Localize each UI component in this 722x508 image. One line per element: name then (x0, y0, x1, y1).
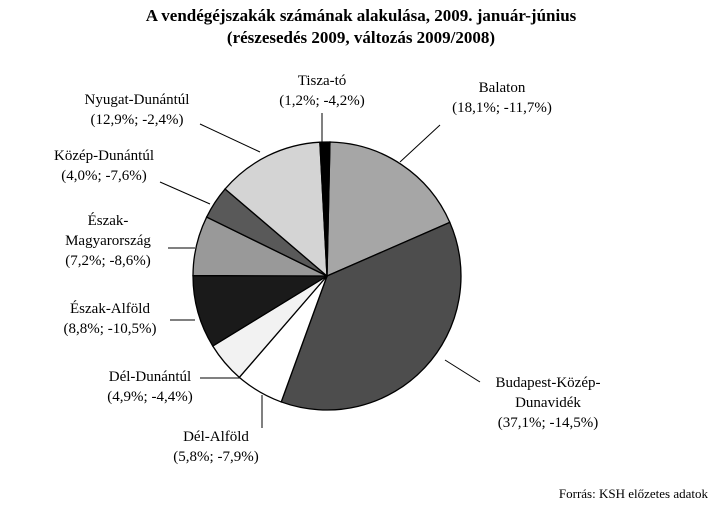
slice-label-4: Észak-Alföld (70, 301, 150, 317)
source-note: Forrás: KSH előzetes adatok (558, 486, 708, 501)
slice-label-5: Magyarország (65, 233, 151, 249)
slice-detail-5: (7,2%; -8,6%) (65, 253, 151, 269)
slice-label-1: Dunavidék (515, 395, 581, 411)
slice-detail-6: (4,0%; -7,6%) (61, 168, 147, 184)
slice-label-3: Dél-Dunántúl (108, 369, 192, 385)
slice-detail-3: (4,9%; -4,4%) (107, 389, 193, 405)
leader-line-7 (200, 124, 260, 152)
slice-detail-8: (1,2%; -4,2%) (279, 93, 365, 109)
slice-label-5: Észak- (87, 213, 129, 229)
chart-title-line-2: (részesedés 2009, változás 2009/2008) (226, 28, 496, 47)
slice-label-6: Közép-Dunántúl (54, 148, 154, 164)
slice-detail-4: (8,8%; -10,5%) (63, 321, 157, 337)
slice-label-1: Budapest-Közép- (495, 375, 601, 391)
slice-detail-0: (18,1%; -11,7%) (452, 100, 552, 116)
slice-detail-2: (5,8%; -7,9%) (173, 449, 259, 465)
slice-detail-7: (12,9%; -2,4%) (90, 112, 184, 128)
pie-slices (193, 142, 461, 410)
slice-label-0: Balaton (478, 80, 526, 96)
slice-detail-1: (37,1%; -14,5%) (497, 415, 599, 431)
leader-line-1 (445, 360, 480, 382)
slice-label-7: Nyugat-Dunántúl (84, 92, 190, 108)
leader-line-6 (160, 182, 210, 204)
leader-line-0 (400, 125, 440, 162)
chart-title-line-1: A vendégéjszakák számának alakulása, 2009. január-június (145, 6, 577, 25)
slice-label-8: Tisza-tó (297, 73, 347, 89)
slice-label-2: Dél-Alföld (183, 429, 249, 445)
